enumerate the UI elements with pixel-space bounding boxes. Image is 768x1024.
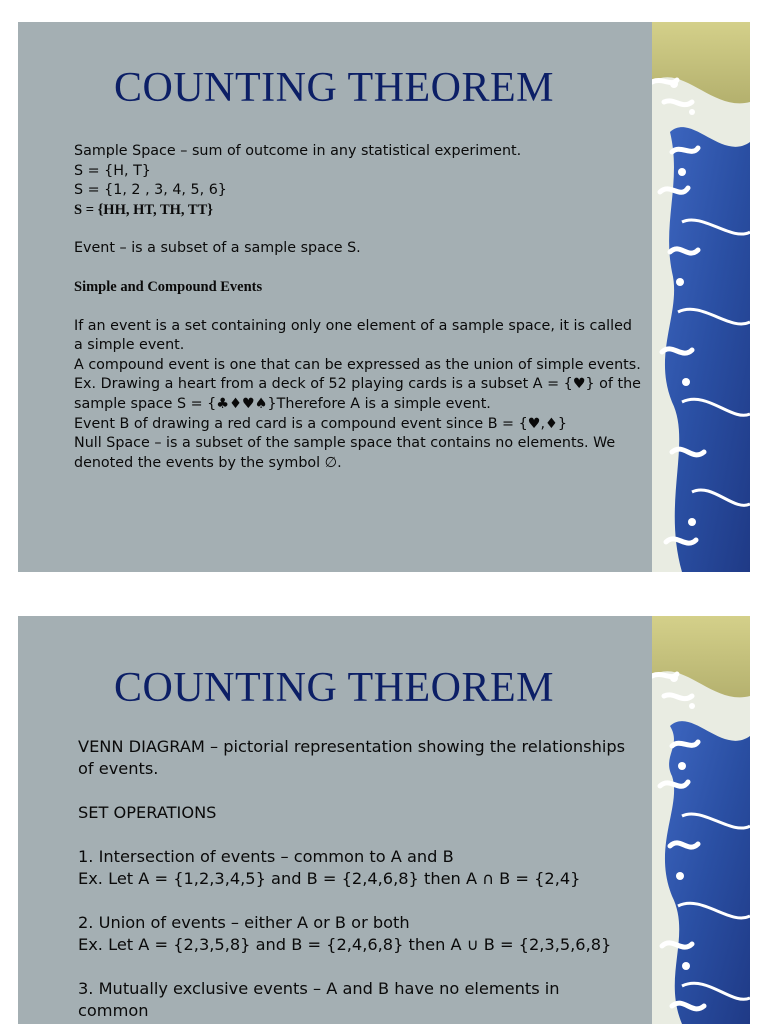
list-item: 3. Mutually exclusive events – A and B have no elements in common [78,979,560,1020]
body-line: Ex. Let A = {1,2,3,4,5} and B = {2,4,6,8} then A ∩ B = {2,4} [78,869,581,888]
slide-1-body [74,142,642,473]
body-line: If an event is a set containing only one element of a sample space, it is called a simple event. [74,317,632,354]
body-line: VENN DIAGRAM – pictorial representation showing the relationships of events. [78,737,626,778]
slide-1-title: COUNTING THEOREM [113,65,555,111]
wave-decoration [652,22,750,572]
wave-decoration [652,616,750,1024]
slide-2 [18,616,750,1024]
section-heading: SET OPERATIONS [78,803,217,822]
slide-2-title: COUNTING THEOREM [113,665,555,711]
slide-2-body [78,736,633,1022]
body-line: A compound event is one that can be expressed as the union of simple events. [74,356,641,373]
body-line: Event B of drawing a red card is a compound event since B = {♥,♦} [74,415,567,432]
body-line: Null Space – is a subset of the sample space that contains no elements. We denoted the events by the symbol ∅. [74,435,616,471]
body-line: Ex. Drawing a heart from a deck of 52 playing cards is a subset A = {♥} of the sample space S = {♣♦♥♠}Therefore A is a simple event. [74,376,641,412]
slide-1 [18,22,750,572]
body-line: S = {H, T} [74,162,151,179]
list-item: 1. Intersection of events – common to A and B [78,847,454,866]
body-line: S = {HH, HT, TH, TT} [74,201,213,218]
body-line: Event – is a subset of a sample space S. [74,240,361,257]
section-heading: Simple and Compound Events [74,278,263,295]
body-line: S = {1, 2 , 3, 4, 5, 6} [74,182,227,199]
body-line: Ex. Let A = {2,3,5,8} and B = {2,4,6,8} then A ∪ B = {2,3,5,6,8} [78,935,612,954]
list-item: 2. Union of events – either A or B or both [78,913,410,932]
body-line: Sample Space – sum of outcome in any statistical experiment. [74,143,522,159]
